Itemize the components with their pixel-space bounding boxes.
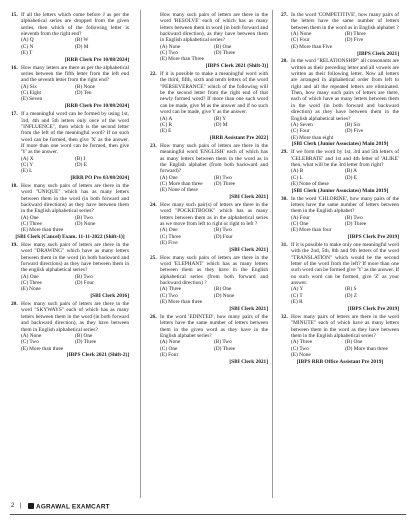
brand-icon — [28, 503, 34, 509]
answer-option — [214, 187, 268, 193]
question-number: 20. — [11, 301, 18, 308]
answer-options — [281, 31, 399, 50]
answer-option: (A) Three — [160, 286, 182, 293]
question-text: In the word 'CHLORINE', how many pairs of the letters have the same number of letters between them in the English alphabet? — [291, 195, 399, 215]
question-text: How many such pairs of letters are there in the word "DRAWING" which have as many letters between them in the word (in both backward and forward directions) as they have between them in the english alphabetical series? — [21, 242, 129, 274]
answer-option: (A) B — [291, 168, 304, 175]
answer-option: (B) None — [75, 83, 96, 90]
answer-option: (A) None — [291, 31, 312, 38]
answer-option: (E) Seven — [21, 96, 43, 103]
question-number: 15. — [11, 12, 18, 18]
answer-option: (E) Five — [160, 240, 178, 247]
footer-rule — [10, 514, 406, 515]
answer-option: (C) L — [291, 174, 303, 181]
exam-source-label: [SBI Clerk 2016] — [90, 293, 129, 300]
answer-option: (E) More than eight — [291, 134, 334, 141]
answer-option — [345, 352, 399, 358]
answer-option: (C) More than three — [160, 180, 203, 187]
answer-option: (D) Three — [75, 339, 97, 346]
answer-option — [214, 352, 268, 358]
answer-option: (E) None — [21, 286, 41, 293]
exam-source-label: [SBI Clerk 2021] — [229, 305, 268, 312]
question-text: How many letters are there as per the alphabetical series between the fifth letter from the left end and the seventh letter from the right end? — [21, 64, 129, 84]
answer-option — [75, 168, 129, 174]
answer-option: (A) Q — [21, 37, 34, 44]
answer-options — [150, 175, 268, 194]
answer-option: (E) None of these — [160, 187, 198, 194]
answer-option: (A) Y — [291, 286, 304, 293]
question-item — [281, 149, 399, 194]
question-text: If all the letters which come before J as per the alphabetical series are dropped from the given series, then which of the following letter is eleventh from the right end? — [21, 12, 129, 38]
answer-option: (E) L — [21, 168, 33, 175]
answer-options — [11, 274, 129, 293]
answer-option: (B) Two — [75, 214, 93, 221]
answer-option: (A) One — [21, 214, 39, 221]
answer-options — [281, 215, 399, 234]
question-text: In the word "RELATIONSHIP" all consonants are written as their preceding letter and all vowels are written as their following letter. Now all letters are arranged in alphabetical order from left to right and all the repeated letters are eliminated. Then, how many such pairs of letters are there, each of which have as many letters between them in the word (in both forward and backward direction) as they have between them in the English alphabetical series? — [291, 58, 399, 122]
answer-option: (A) Three — [291, 339, 313, 346]
question-item — [150, 255, 268, 313]
question-item — [11, 65, 129, 110]
exam-source-label: [RRB Assistant Pre 2022] — [210, 135, 268, 142]
answer-option: (B) Two — [345, 214, 363, 221]
answer-option: (A) None — [160, 43, 181, 50]
question-number: 25. — [150, 254, 157, 261]
answer-options — [281, 122, 399, 141]
question-item — [281, 242, 399, 312]
answer-option: (B) Two — [75, 273, 93, 280]
question-item — [150, 143, 268, 201]
answer-options — [281, 168, 399, 187]
question-number — [150, 12, 160, 44]
answer-option: (C) R — [160, 121, 173, 128]
exam-source-label: [IBPS Clerk Pre 2019] — [347, 234, 399, 241]
question-text: How many such pairs of letters are there in the meaningful word 'ENGLISH' each of which has as many letters between them in the word as in the English alphabet (from both backward and forward)? — [160, 142, 268, 175]
exam-source-label: [SBI Clerk (Cancel) Exam. 11-11-2022 (Shift-1)] — [15, 234, 125, 241]
answer-option: (D) M — [214, 121, 228, 128]
exam-source-label: [RRB Clerk Pre 10/08/2024] — [64, 103, 129, 110]
question-column-3 — [281, 12, 399, 367]
answer-option: (C) Three — [160, 233, 181, 240]
exam-source-label: [SBI Clerk 2021] — [229, 246, 268, 253]
answer-option — [214, 240, 268, 246]
question-item — [11, 111, 129, 181]
exam-source-label: [RRB PO Pre 03/08/2024] — [70, 175, 129, 182]
question-item — [281, 12, 399, 57]
answer-option: (B) S — [345, 286, 357, 293]
question-text: If a meaningful word can be formed by using 1st, 3rd, 4th and 5th letters only once of the word "INFLUENCE", then which is the second letter from the left of the meaningful word? If no such word can be formed, then give 'X' as the answer. If more than one word can be formed, then give 'Y' as the answer. — [21, 111, 129, 156]
column-divider — [272, 10, 273, 498]
answer-option — [345, 181, 399, 187]
answer-option: (E) More than three — [21, 345, 64, 352]
answer-option: (C) Three — [21, 280, 42, 287]
answer-option — [214, 56, 268, 62]
answer-option — [75, 346, 129, 352]
exam-source-label: [IBPS Clerk Pre 2019] — [347, 305, 399, 312]
question-item — [11, 301, 129, 359]
answer-option: (E) None — [291, 351, 311, 358]
answer-option: (C) One — [291, 221, 309, 227]
exam-source-label: [SBI Clerk (Junior Associates) Main 2019] — [291, 187, 389, 194]
question-number: 18. — [11, 182, 18, 189]
answer-option: (E) T — [21, 50, 33, 57]
answer-options — [11, 84, 129, 103]
question-number: 19. — [11, 242, 18, 249]
question-text: How many such pairs of letters are there in the word 'ELEPHANT' which has as many letters between them as they have in the English alphabetical series (from both forward and backward direction) ? — [160, 254, 268, 287]
question-text: How many such pairs of letters are there in the word 'RESOLVE' each of which has as many letters between them in word (in both forward and backward direction), as they have between them in English alphabetical series? — [160, 12, 268, 44]
answer-option: (C) T — [291, 292, 303, 299]
question-text: If it is possible to make only one meaningful word with the 2nd, 5th, 8th and 9th letters of the word "TRANSLATION" which would be the second letter of the word from the left? If more than one such word can be formed give 'Y' as the answer. If no such word can be formed, give 'Z' as your answer. — [291, 242, 399, 287]
question-number: 26. — [150, 313, 157, 320]
answer-option: (A) One — [21, 273, 39, 280]
question-number: 17. — [11, 111, 18, 118]
answer-option: (A) X — [21, 155, 34, 162]
question-text: How many pairs of letters are there in the word "MINUTE" each of which have as many letters between them in the word as they have between them in the English alphabetical series? — [291, 313, 399, 339]
answer-option: (B) I — [75, 155, 86, 162]
question-item — [281, 196, 399, 241]
answer-option: (E) E — [160, 128, 172, 135]
answer-option: (C) Two — [160, 50, 178, 57]
answer-option: (A) One — [160, 174, 178, 181]
question-item — [150, 202, 268, 253]
exam-source-label: [SBI Clerk (Junior Associates) Main 2019] — [291, 141, 389, 148]
answer-option — [345, 44, 399, 50]
answer-option — [75, 96, 129, 102]
answer-option: (E) More than three — [21, 227, 64, 234]
answer-option: (D) Three — [345, 221, 367, 227]
answer-options — [11, 156, 129, 175]
brand-logo — [28, 503, 110, 511]
question-number: 23. — [150, 142, 157, 149]
question-number: 30. — [281, 195, 288, 202]
answer-option: (D) E — [345, 174, 358, 181]
question-number: 27. — [281, 12, 288, 18]
question-number: 16. — [11, 64, 18, 71]
answer-option: (D) Three — [214, 50, 236, 57]
question-text: If it is possible to make a meaningful word with the third, fifth, sixth and tenth letters of the word "PERSEVERANCE" which of the following will be the second letter from the right end of that newly formed word? If more than one such word can be made, give M as the answer and if no such word can be made, give Y as the answer. — [160, 71, 268, 116]
question-item — [11, 12, 129, 63]
answer-option: (B) One — [214, 43, 232, 50]
answer-option: (B) Two — [214, 227, 232, 234]
answer-option — [214, 128, 268, 134]
answer-options — [281, 286, 399, 305]
question-item — [11, 242, 129, 300]
page-number: 2 — [11, 503, 15, 509]
answer-option: (D) M — [75, 43, 89, 50]
answer-option: (D) None — [214, 292, 235, 299]
answer-option: (D) Five — [345, 37, 364, 44]
answer-option: (B) Three — [345, 31, 366, 38]
answer-option: (E) Four — [160, 351, 179, 358]
answer-options — [11, 215, 129, 234]
question-number: 29. — [281, 149, 288, 156]
question-text: How many such pair(s) of letters are there in the word "POCKETBOOK" which has as many letters between them as in the alphabetical series as we move from left to right or right to left ? — [160, 201, 268, 227]
answer-options — [11, 333, 129, 352]
answer-option: (E) More than four — [291, 227, 332, 234]
answer-option: (C) N — [21, 43, 34, 50]
exam-source-label: [SBI Clerk 2021] — [229, 194, 268, 201]
column-divider — [140, 10, 141, 498]
answer-option: (C) Eight — [21, 90, 42, 97]
answer-option: (A) A — [160, 115, 173, 122]
question-item — [150, 12, 268, 70]
answer-option — [345, 227, 399, 233]
answer-option: (C) Y — [21, 161, 34, 168]
answer-option: (C) Four — [291, 128, 310, 135]
answer-option — [75, 227, 129, 233]
answer-option: (D) Ten — [75, 90, 92, 97]
page-footer — [0, 502, 416, 516]
answer-option: (B) A — [345, 168, 358, 175]
question-item — [150, 71, 268, 141]
answer-option: (B) Two — [214, 174, 232, 181]
answer-options — [11, 37, 129, 56]
answer-option: (D) Z — [345, 292, 358, 299]
answer-option: (A) Seven — [291, 121, 313, 128]
answer-option: (E) More than Five — [291, 43, 333, 50]
answer-options — [150, 227, 268, 246]
question-column-2 — [150, 12, 268, 367]
exam-source-label: [RRB Clerk Pre 10/08/2024] — [64, 56, 129, 63]
answer-option — [345, 299, 399, 305]
answer-option — [75, 50, 129, 56]
answer-option: (C) Four — [291, 37, 310, 44]
answer-option: (B) One — [214, 286, 232, 293]
answer-option — [75, 286, 129, 292]
answer-option: (C) One — [160, 345, 178, 352]
answer-option: (D) Three — [214, 345, 236, 352]
answer-option: (E) More than Three — [160, 56, 204, 63]
answer-option: (B) Two — [214, 339, 232, 346]
answer-option: (A) One — [160, 227, 178, 234]
question-text: If we form the word by 1st, 3rd and 5th letters of 'CELEBRATE' and 1st and 4th letter of 'ALIKE' then, what will be the 3rd letter from right? — [291, 149, 399, 168]
question-number: 28. — [281, 58, 288, 65]
answer-option: (B) W — [75, 37, 89, 44]
answer-option: (E) R — [291, 299, 303, 306]
answer-options — [150, 116, 268, 135]
answer-option: (D) More than three — [345, 345, 388, 352]
answer-option: (D) Five — [345, 128, 364, 135]
exam-source-label: [IBPS Clerk 2021] — [357, 50, 399, 57]
answer-option: (D) E — [75, 161, 88, 168]
question-number: 22. — [150, 71, 157, 78]
question-text: In the word 'EDINTED', how many pairs of the letters have the same number of letters between them in the given word as they have in the English alphabet series? — [160, 313, 268, 339]
exam-source-label: [IBPS Clerk 2021 (Shift-2)] — [66, 352, 129, 359]
answer-option — [345, 135, 399, 141]
answer-option: (C) Two — [291, 345, 309, 352]
answer-option: (E) None of these — [291, 180, 329, 187]
answer-options — [150, 44, 268, 63]
answer-options — [150, 339, 268, 358]
answer-option: (C) Three — [21, 221, 42, 227]
footer-separator: | — [20, 503, 22, 509]
exam-source-label: [SBI Clerk 2021] — [229, 358, 268, 365]
answer-option: (B) Six — [345, 121, 361, 128]
answer-option: (B) Y — [214, 115, 227, 122]
question-text: How many such pairs of letters are there in the word "UNIQUE" which has as many letters between them in the word (in both forward and backward directions) as they have between them in the English alphabetical series? — [21, 182, 129, 215]
answer-option: (C) Two — [21, 339, 39, 346]
question-item — [281, 58, 399, 147]
question-item — [11, 183, 129, 241]
question-item — [150, 314, 268, 365]
exam-source-label: [IBPS Clerk 2021 (Shift-3)] — [205, 63, 268, 70]
answer-option: (A) None — [160, 339, 181, 346]
question-column-1 — [11, 12, 129, 360]
answer-option: (D) Three — [214, 180, 236, 187]
answer-options — [150, 286, 268, 305]
answer-option: (D) Four — [75, 280, 94, 287]
brand-name: AGRAWAL EXAMCART — [36, 503, 110, 511]
question-number: 24. — [150, 201, 157, 208]
answer-option — [214, 299, 268, 305]
question-number: 31. — [281, 242, 288, 249]
answer-option: (A) None — [21, 332, 42, 339]
answer-options — [281, 339, 399, 358]
answer-option: (A) Four — [291, 214, 310, 221]
answer-option: (D) None — [75, 221, 96, 227]
answer-option: (B) One — [345, 339, 363, 346]
question-text: How many such pairs of letters are there in the word "SKYWAYS" each of which has as many letters between them in the word (in both forward and backward direction), as they have between them in English alphabetical series? — [21, 301, 129, 333]
answer-option: (A) Six — [21, 83, 37, 90]
question-number: 32. — [281, 313, 288, 320]
answer-option: (D) Four — [214, 233, 233, 240]
exam-source-label: [IBPS RRB Office Assistant Pre 2019] — [296, 358, 384, 365]
question-item — [281, 314, 399, 365]
answer-option: (B) One — [75, 332, 93, 339]
answer-option: (C) Two — [160, 292, 178, 299]
answer-option: (E) More than three — [160, 299, 203, 306]
question-text: In the word 'COMPETITIVE', how many pairs of the letters have the same number of letters between them in the word as in English alphabet ? — [291, 12, 399, 31]
